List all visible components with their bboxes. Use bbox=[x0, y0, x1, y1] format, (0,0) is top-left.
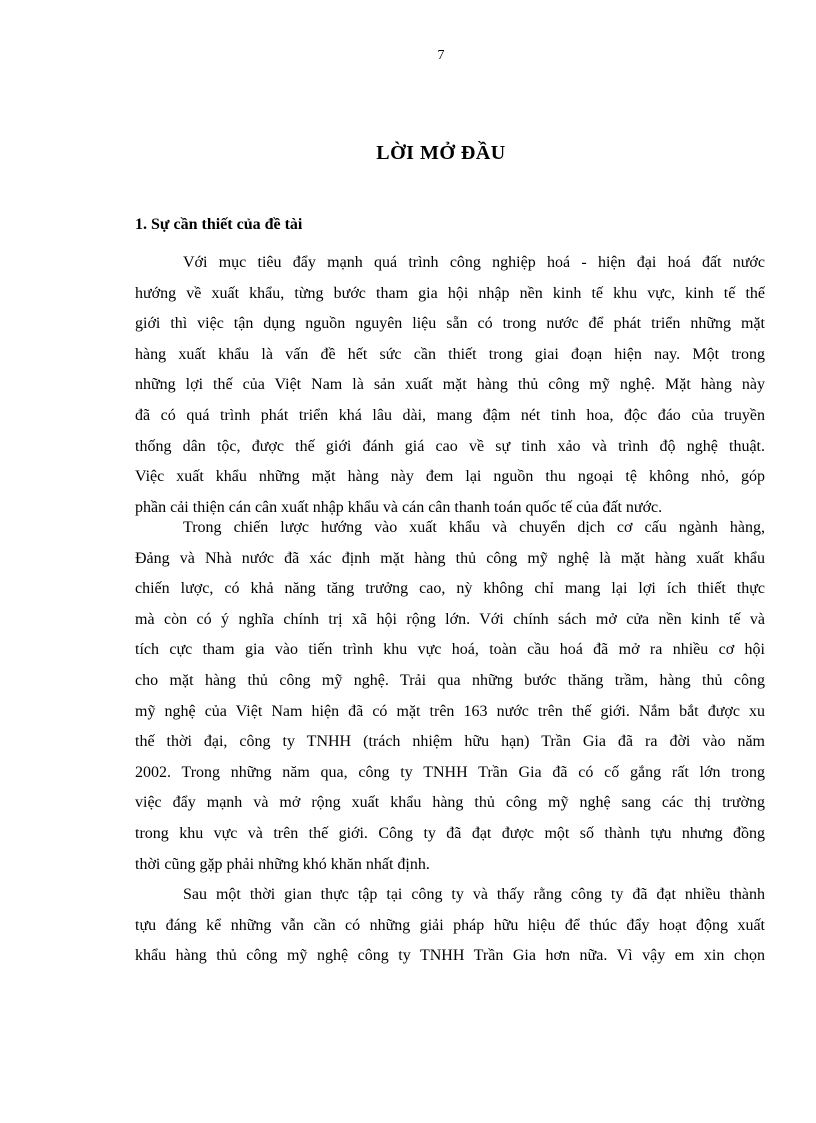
page-number: 7 bbox=[437, 48, 445, 63]
paragraph-line: 2002. Trong những năm qua, công ty TNHH Trần Gia đã có cố gắng rất lớn trong bbox=[135, 763, 765, 781]
paragraph-line: hướng về xuất khẩu, từng bước tham gia hội nhập nền kinh tế khu vực, kinh tế thế bbox=[135, 284, 765, 302]
paragraph-line: việc đẩy mạnh và mở rộng xuất khẩu hàng thủ công mỹ nghệ sang các thị trường bbox=[135, 794, 765, 812]
paragraph-line: thế thời đại, công ty TNHH (trách nhiệm hữu hạn) Trần Gia đã ra đời vào năm bbox=[135, 733, 765, 751]
paragraph-1 bbox=[135, 248, 765, 523]
paragraph-line: Sau một thời gian thực tập tại công ty và thấy rằng công ty đã đạt nhiều thành bbox=[183, 886, 765, 903]
paragraph-line: Với mục tiêu đẩy mạnh quá trình công nghiệp hoá - hiện đại hoá đất nước bbox=[183, 254, 765, 271]
paragraph-2 bbox=[135, 513, 765, 880]
paragraph-line: cho mặt hàng thủ công mỹ nghệ. Trải qua những bước thăng trầm, hàng thủ công bbox=[135, 671, 765, 689]
paragraph-line: mỹ nghệ của Việt Nam hiện đã có mặt trên 163 nước trên thế giới. Nắm bắt được xu bbox=[135, 702, 765, 720]
paragraph-line: đã có quá trình phát triển khá lâu dài, mang đậm nét tinh hoa, độc đáo của truyền bbox=[135, 406, 765, 424]
paragraph-line: giới thì việc tận dụng nguồn nguyên liệu sẵn có trong nước để phát triển những mặt bbox=[135, 315, 765, 333]
page-title: LỜI MỞ ĐẦU bbox=[376, 142, 506, 164]
paragraph-line: mà còn có ý nghĩa chính trị xã hội rộng lớn. Với chính sách mở cửa nền kinh tế và bbox=[135, 610, 765, 628]
paragraph-line: Đảng và Nhà nước đã xác định mặt hàng thủ công mỹ nghệ là mặt hàng xuất khẩu bbox=[135, 549, 765, 567]
paragraph-line: phần cải thiện cán cân xuất nhập khẩu và cán cân thanh toán quốc tế của đất nước. bbox=[135, 498, 663, 516]
paragraph-line: hàng xuất khẩu là vấn đề hết sức cần thiết trong giai đoạn hiện nay. Một trong bbox=[135, 345, 765, 363]
paragraph-line: thống dân tộc, được thế giới đánh giá cao về sự tinh xảo và trình độ nghệ thuật. bbox=[135, 437, 765, 455]
paragraph-line: tựu đáng kể những vẫn cần có những giải pháp hữu hiệu để thúc đẩy hoạt động xuất bbox=[135, 916, 765, 934]
paragraph-line: trong khu vực và trên thế giới. Công ty đã đạt được một số thành tựu nhưng đồng bbox=[135, 824, 765, 842]
paragraph-line: khẩu hàng thủ công mỹ nghệ công ty TNHH Trần Gia hơn nữa. Vì vậy em xin chọn bbox=[135, 947, 765, 965]
paragraph-line: thời cũng gặp phải những khó khăn nhất định. bbox=[135, 855, 430, 873]
section-heading: 1. Sự cần thiết của đề tài bbox=[135, 216, 303, 233]
paragraph-line: Việc xuất khẩu những mặt hàng này đem lại nguồn thu ngoại tệ không nhỏ, góp bbox=[135, 468, 765, 486]
paragraph-line: tích cực tham gia vào tiến trình khu vực hoá, toàn cầu hoá đã mở ra nhiều cơ hội bbox=[135, 641, 765, 659]
paragraph-3 bbox=[135, 880, 765, 972]
paragraph-line: chiến lược, có khả năng tăng trưởng cao, nỳ không chỉ mang lại lợi ích thiết thực bbox=[135, 580, 765, 598]
paragraph-line: Trong chiến lược hướng vào xuất khẩu và chuyển dịch cơ cấu ngành hàng, bbox=[183, 519, 765, 536]
paragraph-line: những lợi thế của Việt Nam là sản xuất mặt hàng thủ công mỹ nghệ. Mặt hàng này bbox=[135, 376, 765, 394]
